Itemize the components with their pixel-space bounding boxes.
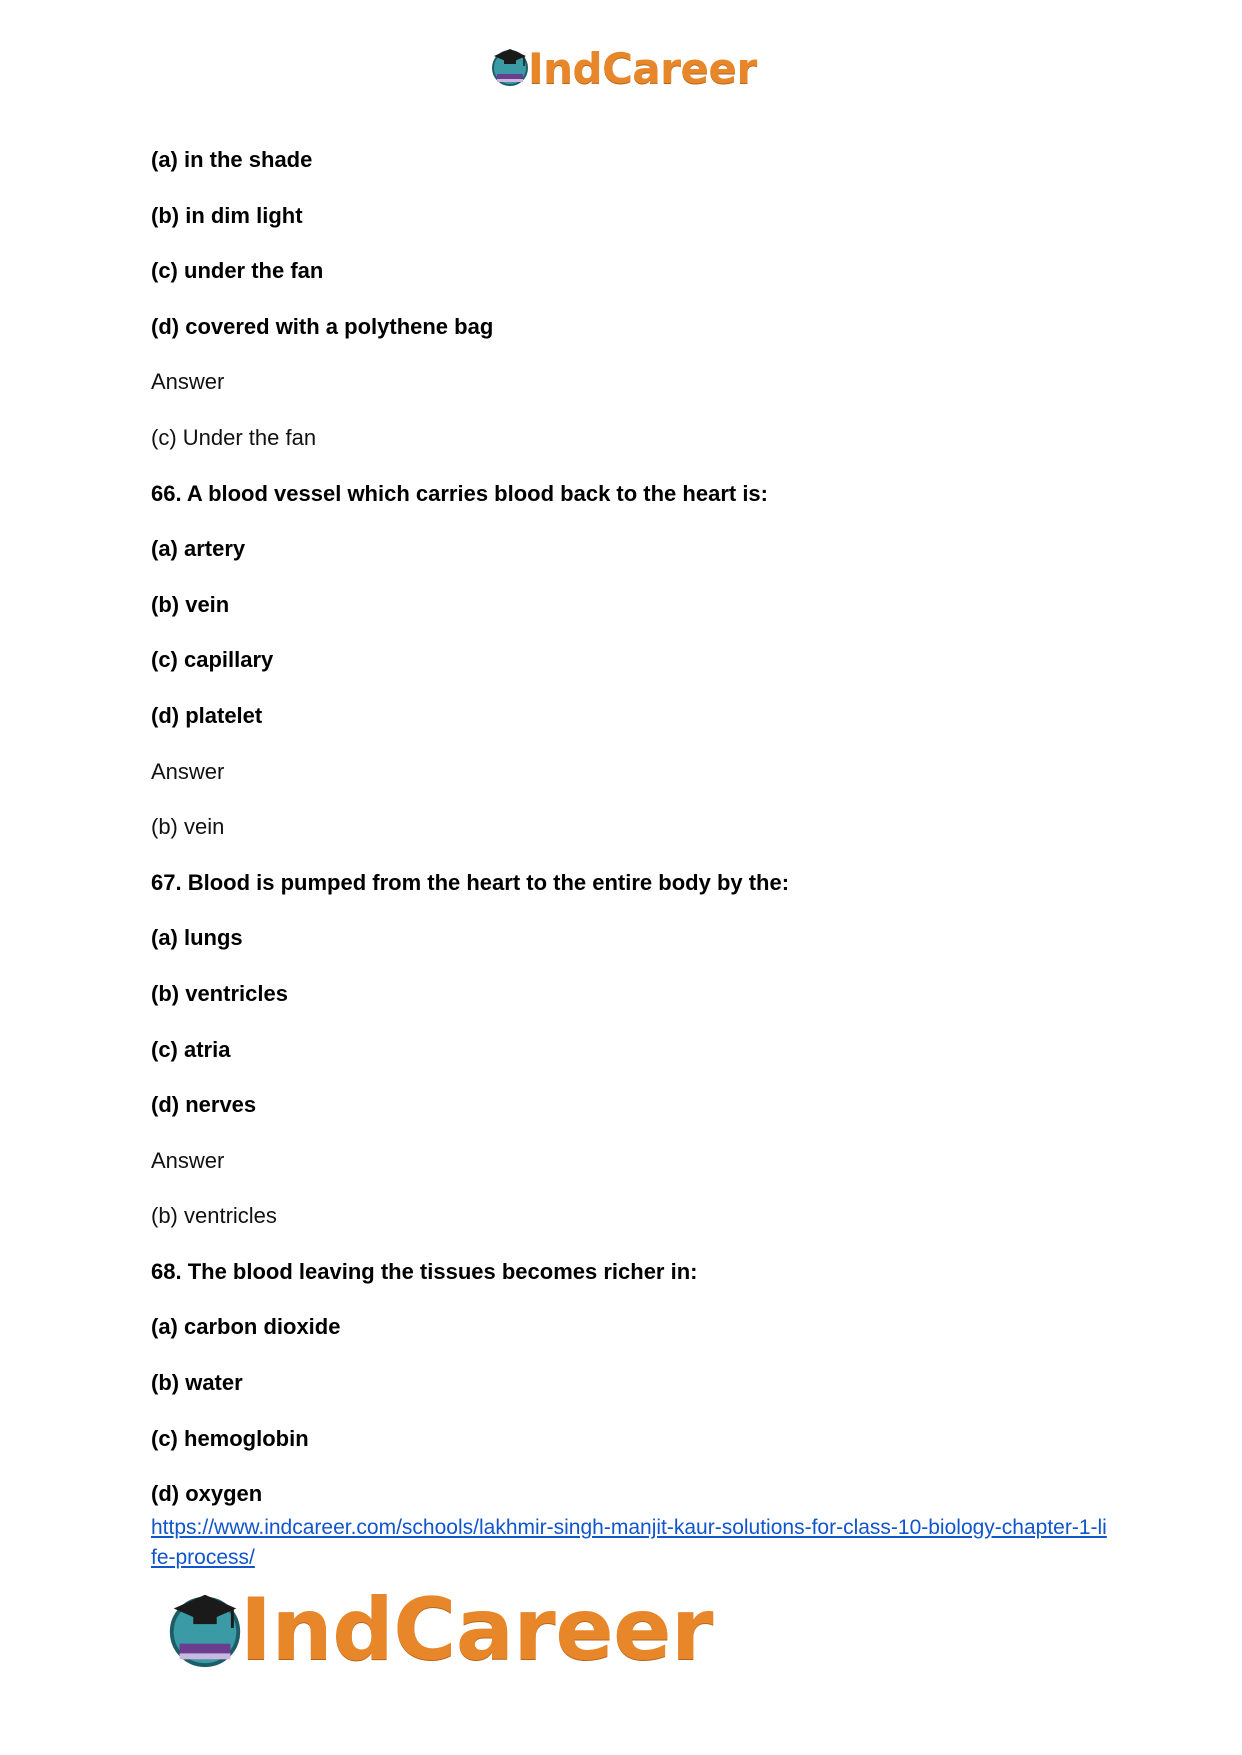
option-item: (a) carbon dioxide — [151, 1314, 341, 1340]
logo-wordmark: IndCareer — [528, 44, 757, 93]
graduation-cap-books-globe-icon — [162, 1585, 248, 1676]
answer-label: Answer — [151, 369, 225, 395]
option-item: (b) in dim light — [151, 202, 303, 228]
option-item: (b) vein — [151, 591, 230, 617]
source-link[interactable]: https://www.indcareer.com/schools/lakhmir-singh-manjit-kaur-solutions-for-class-10-biology-chapter-1-life-process/ — [151, 1516, 1107, 1569]
option-item: (d) platelet — [151, 702, 263, 728]
answer-text: (b) vein — [151, 814, 225, 840]
option-item: (c) atria — [151, 1036, 231, 1062]
option-item: (d) covered with a polythene bag — [151, 313, 494, 339]
option-item: (a) in the shade — [151, 147, 313, 172]
graduation-cap-books-globe-icon — [488, 44, 532, 93]
answer-text: (c) Under the fan — [151, 424, 317, 450]
logo-wordmark: IndCareer — [240, 1580, 713, 1680]
option-item: (d) oxygen — [151, 1481, 263, 1507]
option-item: (a) artery — [151, 536, 246, 562]
option-item: (b) water — [151, 1370, 243, 1396]
option-item: (a) lungs — [151, 925, 243, 951]
header-logo — [488, 44, 757, 93]
option-item: (c) hemoglobin — [151, 1425, 309, 1451]
answer-text: (b) ventricles — [151, 1203, 277, 1229]
question-text: 66. A blood vessel which carries blood back to the heart is: — [151, 480, 768, 506]
answer-label: Answer — [151, 1147, 225, 1173]
question-text: 67. Blood is pumped from the heart to the entire body by the: — [151, 869, 790, 895]
question-text: 68. The blood leaving the tissues becomes richer in: — [151, 1258, 698, 1284]
option-item: (d) nerves — [151, 1092, 257, 1118]
footer-logo — [162, 1580, 713, 1680]
option-item: (b) ventricles — [151, 980, 288, 1006]
document-body — [151, 147, 1111, 1537]
option-item: (c) capillary — [151, 647, 274, 673]
source-link-block — [151, 1513, 1111, 1573]
answer-label: Answer — [151, 758, 225, 784]
option-item: (c) under the fan — [151, 258, 324, 284]
